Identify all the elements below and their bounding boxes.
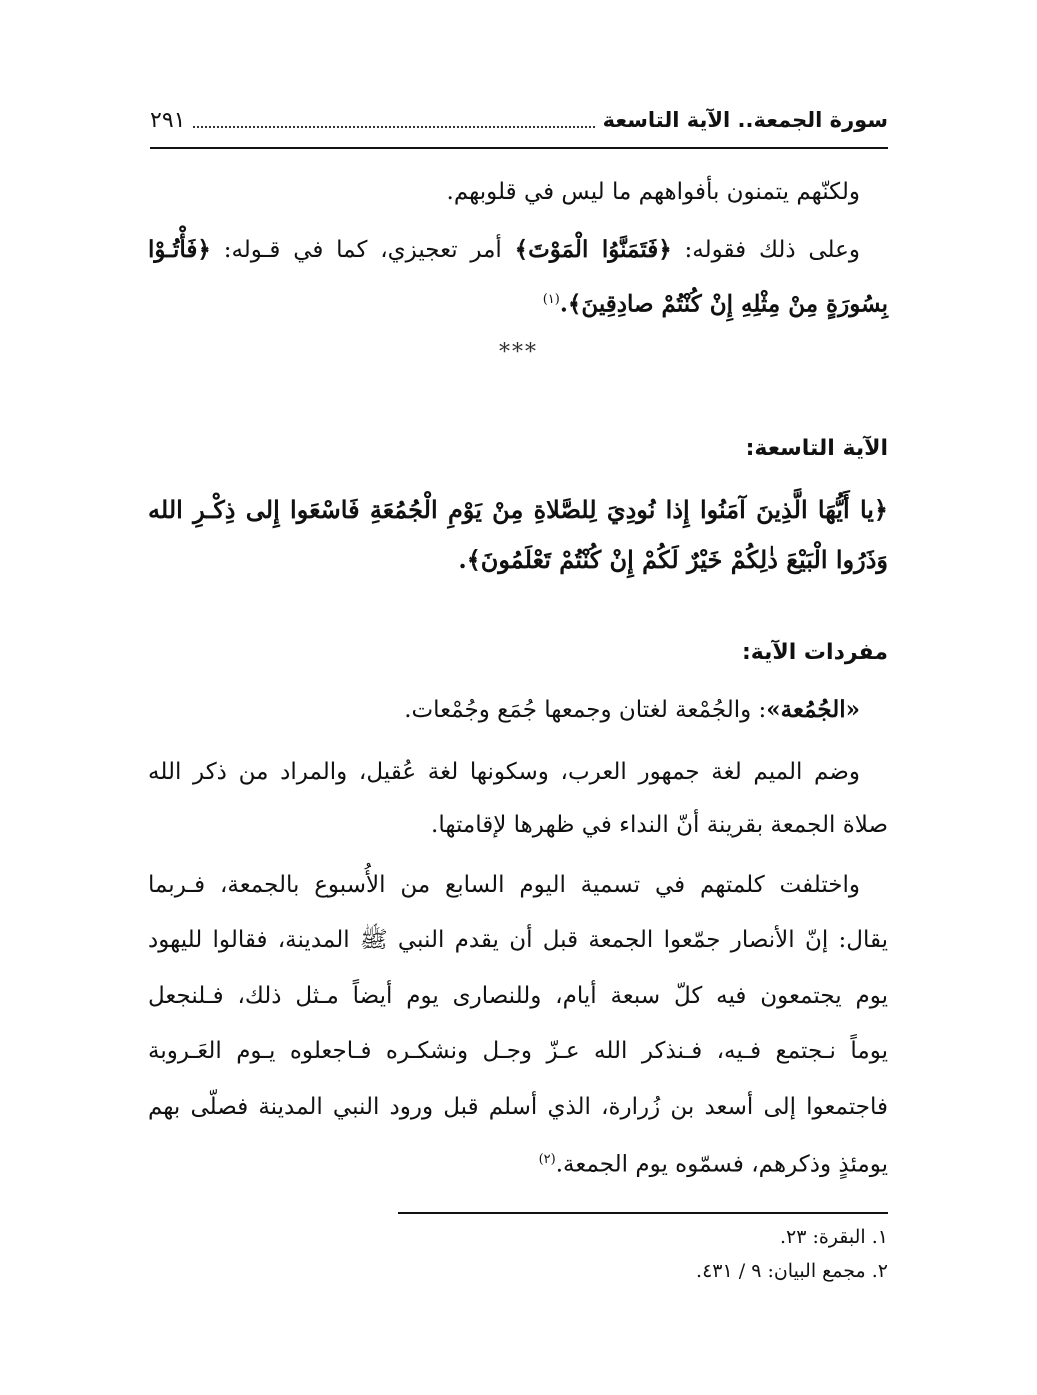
section-heading: الآية التاسعة: xyxy=(745,436,888,461)
running-header xyxy=(150,102,888,138)
text-line: فاجتمعوا إلى أسعد بن زُرارة، الذي أسلم قبل ورود النبي المدينة فصلّى بهم xyxy=(148,1094,888,1120)
text-line xyxy=(148,280,888,325)
section-heading: مفردات الآية: xyxy=(741,640,888,665)
quran-quote: ﴿فَتَمَنَّوُا الْمَوْتَ﴾ xyxy=(514,236,672,263)
ayah-text: ﴿يا أَيُّهَا الَّذِينَ آمَنُوا إِذا نُودِيَ لِلصَّلاةِ مِنْ يَوْمِ الْجُمُعَةِ فَاسْعَوا إِلى ذِكْـرِ الله xyxy=(148,495,888,524)
text-line: يوم يجتمعون فيه كلّ سبعة أيام، وللنصارى يوم أيضاً مـثل ذلك، فـلنجعل xyxy=(148,983,888,1009)
text-line: يومئذٍ وذكرهم، فسمّوه يوم الجمعة.$^{(٢)}$ xyxy=(538,1151,888,1178)
running-title: سورة الجمعة.. الآية التاسعة xyxy=(602,108,888,132)
text-line: صلاة الجمعة بقرينة أنّ النداء في ظهرها لإقامتها. xyxy=(431,812,888,838)
footnote-ref: (١) xyxy=(542,292,560,307)
page-number: ٢٩١ xyxy=(150,107,186,133)
footnote: ١. البقرة: ٢٣. xyxy=(779,1226,888,1248)
text-line: يوماً نـجتمع فـيه، فـنذكر الله عـزّ وجـل ونشكـره فـاجعلوه يـوم العَـروبة xyxy=(148,1038,888,1064)
footnote-rule xyxy=(398,1212,888,1214)
vocab-term: «الجُمُعة» xyxy=(766,696,860,723)
quran-quote: بِسُورَةٍ مِنْ مِثْلِهِ إِنْ كُنْتُمْ صادِقِينَ﴾. xyxy=(559,290,888,318)
quran-quote: ﴿فَأْتُـوْا xyxy=(148,236,211,263)
vocab-entry: «الجُمُعة»: والجُمْعة لغتان وجمعها جُمَع وجُمْعات. xyxy=(404,696,860,723)
text-line: واختلفت كلمتهم في تسمية اليوم السابع من الأُسبوع بالجمعة، فـربما xyxy=(148,872,860,898)
section-separator: *** xyxy=(499,340,538,365)
footnote-ref: (٢) xyxy=(538,1152,556,1167)
text-line: وضم الميم لغة جمهور العرب، وسكونها لغة عُقيل، والمراد من ذكر الله xyxy=(148,759,860,785)
header-rule xyxy=(150,147,888,149)
text-line: وعلى ذلك فقوله: ﴿فَتَمَنَّوُا الْمَوْتَ﴾ أمر تعجيزي، كما في قـوله: ﴿فَأْتُـوْا xyxy=(148,236,860,263)
footnote: ٢. مجمع البيان: ٩ / ٤٣١. xyxy=(696,1260,888,1282)
text-line: يقال: إنّ الأنصار جمّعوا الجمعة قبل أن يقدم النبي ﷺ المدينة، فقالوا لليهود xyxy=(148,927,888,953)
dotted-leader xyxy=(193,126,594,128)
ayah-text: وَذَرُوا الْبَيْعَ ذٰلِكُمْ خَيْرٌ لَكُمْ إِنْ كُنْتُمْ تَعْلَمُونَ﴾. xyxy=(458,545,888,574)
text-line: ولكنّهم يتمنون بأفواههم ما ليس في قلوبهم. xyxy=(446,179,860,205)
